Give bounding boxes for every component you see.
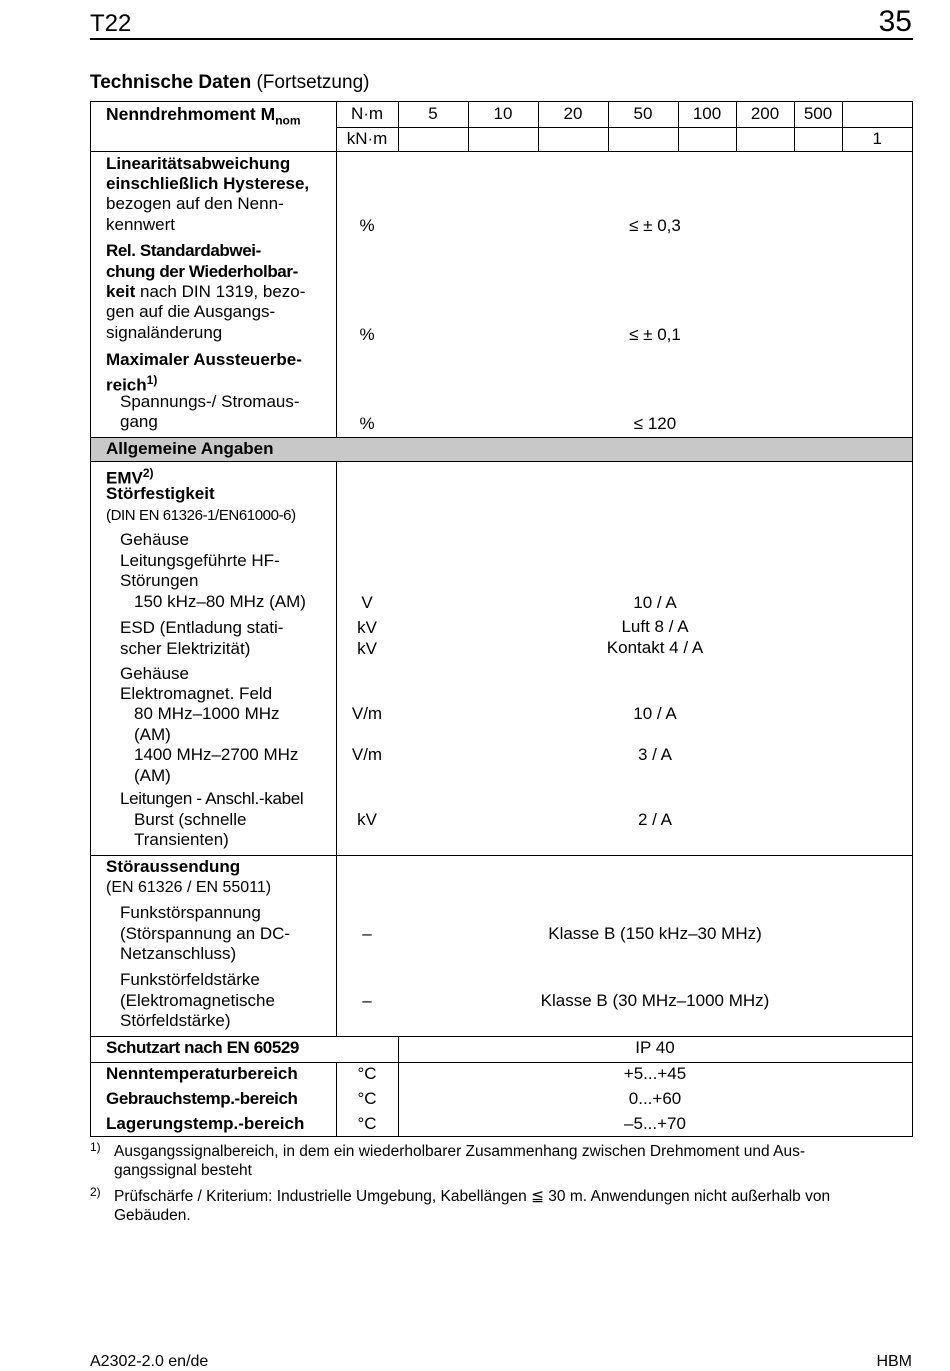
gehaeuse1-line-1: Gehäuse bbox=[120, 530, 189, 549]
rel-line-1: Rel. Standardabwei- bbox=[106, 241, 261, 260]
stoerfestigkeit-norm: (DIN EN 61326-1/EN61000-6) bbox=[106, 507, 296, 524]
fs1-line-3: Netzanschluss) bbox=[120, 944, 237, 963]
temp-label-lagerung: Lagerungstemp.-bereich bbox=[106, 1114, 305, 1133]
fs2-unit: – bbox=[362, 991, 372, 1010]
nenn-value-5: 5 bbox=[428, 104, 438, 123]
max-sup: 1) bbox=[146, 373, 158, 387]
nenn-value-200: 200 bbox=[750, 104, 780, 123]
hf-value: 10 / A bbox=[633, 593, 677, 612]
schutzart-label: Schutzart nach EN 60529 bbox=[106, 1038, 299, 1057]
rel-line-3: keit nach DIN 1319, bezo- bbox=[106, 282, 306, 301]
esd-line-1: ESD (Entladung stati- bbox=[120, 618, 284, 637]
lin-line-4: kennwert bbox=[106, 215, 175, 234]
footnote-1-line-2: gangssignal besteht bbox=[114, 1162, 252, 1179]
emv-title: EMV$^{2)}$ bbox=[106, 466, 154, 488]
lin-value: ≤ ± 0,3 bbox=[629, 216, 681, 235]
em2-line-2: (AM) bbox=[134, 766, 171, 785]
gehaeuse1-line-2: Leitungsgeführte HF- bbox=[120, 551, 280, 570]
schutzart-value: IP 40 bbox=[635, 1038, 675, 1057]
temp-label-gebrauch: Gebrauchstemp.-bereich bbox=[106, 1089, 298, 1108]
nenn-label: Nenndrehmoment $M_{nom}$ bbox=[106, 104, 301, 128]
burst-value: 2 / A bbox=[637, 810, 673, 829]
nenn-value-100: 100 bbox=[692, 104, 722, 123]
allgemeine-label: Allgemeine Angaben bbox=[106, 439, 274, 458]
fs2-line-1: Funkstörfeldstärke bbox=[120, 970, 260, 989]
emv-sup: 2) bbox=[142, 466, 154, 480]
gehaeuse2-line-1: Gehäuse bbox=[120, 664, 189, 683]
footnote-2-line-2: Gebäuden. bbox=[114, 1207, 191, 1224]
esd-line-2: scher Elektrizität) bbox=[120, 639, 251, 658]
nenn-value-1: 1 bbox=[872, 129, 882, 148]
em2-value: 3 / A bbox=[637, 745, 673, 764]
header-title: T22 bbox=[90, 10, 132, 37]
max-line-3: Spannungs-/ Stromaus- bbox=[120, 392, 300, 411]
nenn-unit-nm: N·m bbox=[350, 104, 384, 123]
gehaeuse1-line-3: Störungen bbox=[120, 571, 199, 590]
temp-unit-lagerung: °C bbox=[357, 1114, 377, 1133]
em2-line-1: 1400 MHz–2700 MHz bbox=[134, 745, 299, 764]
leitungen-label: Leitungen - Anschl.-kabel bbox=[120, 789, 304, 808]
footnote-2-mark: 2) bbox=[90, 1185, 101, 1199]
rel-unit: % bbox=[359, 325, 375, 344]
temp-value-nenn: +5...+45 bbox=[623, 1064, 687, 1083]
hf-label: 150 kHz–80 MHz (AM) bbox=[134, 592, 306, 611]
footer-doc-id: A2302-2.0 en/de bbox=[90, 1353, 209, 1370]
fs1-line-1: Funkstörspannung bbox=[120, 903, 261, 922]
nenn-unit-knm: kN·m bbox=[346, 129, 388, 148]
max-line-1: Maximaler Aussteuerbe- bbox=[106, 350, 302, 369]
max-value: ≤ 120 bbox=[633, 414, 677, 433]
section-title bbox=[90, 72, 369, 94]
max-line-4: gang bbox=[120, 412, 158, 431]
rel-line-5: signaländerung bbox=[106, 323, 223, 342]
gehaeuse2-line-2: Elektromagnet. Feld bbox=[120, 684, 273, 703]
fs2-line-3: Störfeldstärke) bbox=[120, 1011, 231, 1030]
section-title-rest: (Fortsetzung) bbox=[251, 72, 370, 93]
fs2-value: Klasse B (30 MHz–1000 MHz) bbox=[540, 991, 770, 1010]
esd-unit-1: kV bbox=[357, 618, 377, 637]
footnote-2-line-1: Prüfschärfe / Kriterium: Industrielle Umgebung, Kabellängen ≦ 30 m. Anwendungen nicht außerhalb von bbox=[114, 1188, 831, 1205]
header-rule bbox=[90, 38, 913, 40]
em1-unit: V/m bbox=[351, 704, 383, 723]
lin-line-2: einschließlich Hysterese, bbox=[106, 174, 310, 193]
rel-value: ≤ ± 0,1 bbox=[629, 325, 681, 344]
stoeraussendung-norm: (EN 61326 / EN 55011) bbox=[106, 879, 272, 896]
nenn-value-20: 20 bbox=[563, 104, 583, 123]
temp-unit-nenn: °C bbox=[357, 1064, 377, 1083]
footnote-1-mark: 1) bbox=[90, 1140, 101, 1154]
burst-line-1: Burst (schnelle bbox=[134, 810, 247, 829]
lin-line-1: Linearitätsabweichung bbox=[106, 154, 291, 173]
esd-unit-2: kV bbox=[357, 639, 377, 658]
hf-unit: V bbox=[361, 593, 373, 612]
burst-line-2: Transienten) bbox=[134, 830, 229, 849]
spec-table bbox=[90, 101, 913, 1137]
fs1-value: Klasse B (150 kHz–30 MHz) bbox=[548, 924, 762, 943]
nenn-value-50: 50 bbox=[633, 104, 653, 123]
footnote-1-line-1: Ausgangssignalbereich, in dem ein wiederholbarer Zusammenhang zwischen Drehmoment und Aus- bbox=[114, 1143, 805, 1160]
fs2-line-2: (Elektromagnetische bbox=[120, 991, 275, 1010]
rel-line-4: gen auf die Ausgangs- bbox=[106, 302, 276, 321]
stoeraussendung-title: Störaussendung bbox=[106, 857, 241, 876]
lin-unit: % bbox=[359, 216, 375, 235]
nenn-value-10: 10 bbox=[493, 104, 513, 123]
nenn-label-sub: nom bbox=[275, 113, 301, 128]
footer-brand: HBM bbox=[876, 1353, 912, 1370]
temp-unit-gebrauch: °C bbox=[357, 1089, 377, 1108]
em1-value: 10 / A bbox=[633, 704, 677, 723]
nenn-value-500: 500 bbox=[803, 104, 833, 123]
section-title-bold: Technische Daten bbox=[90, 72, 252, 93]
page-number: 35 bbox=[878, 5, 912, 38]
em1-line-1: 80 MHz–1000 MHz bbox=[134, 704, 280, 723]
esd-value-1: Luft 8 / A bbox=[621, 617, 689, 636]
stoerfestigkeit-title: Störfestigkeit bbox=[106, 484, 215, 503]
rel-line-2: chung der Wiederholbar- bbox=[106, 262, 298, 281]
fs1-line-2: (Störspannung an DC- bbox=[120, 924, 291, 943]
em2-unit: V/m bbox=[351, 745, 383, 764]
esd-value-2: Kontakt 4 / A bbox=[606, 638, 704, 657]
burst-unit: kV bbox=[357, 810, 377, 829]
em1-line-2: (AM) bbox=[134, 725, 171, 744]
max-unit: % bbox=[359, 414, 375, 433]
lin-line-3: bezogen auf den Nenn- bbox=[106, 194, 284, 213]
max-line-2: reich$^{1)}$ bbox=[106, 373, 158, 395]
fs1-unit: – bbox=[362, 924, 372, 943]
temp-value-lagerung: –5...+70 bbox=[624, 1114, 686, 1133]
temp-value-gebrauch: 0...+60 bbox=[628, 1089, 682, 1108]
temp-label-nenn: Nenntemperaturbereich bbox=[106, 1064, 298, 1083]
